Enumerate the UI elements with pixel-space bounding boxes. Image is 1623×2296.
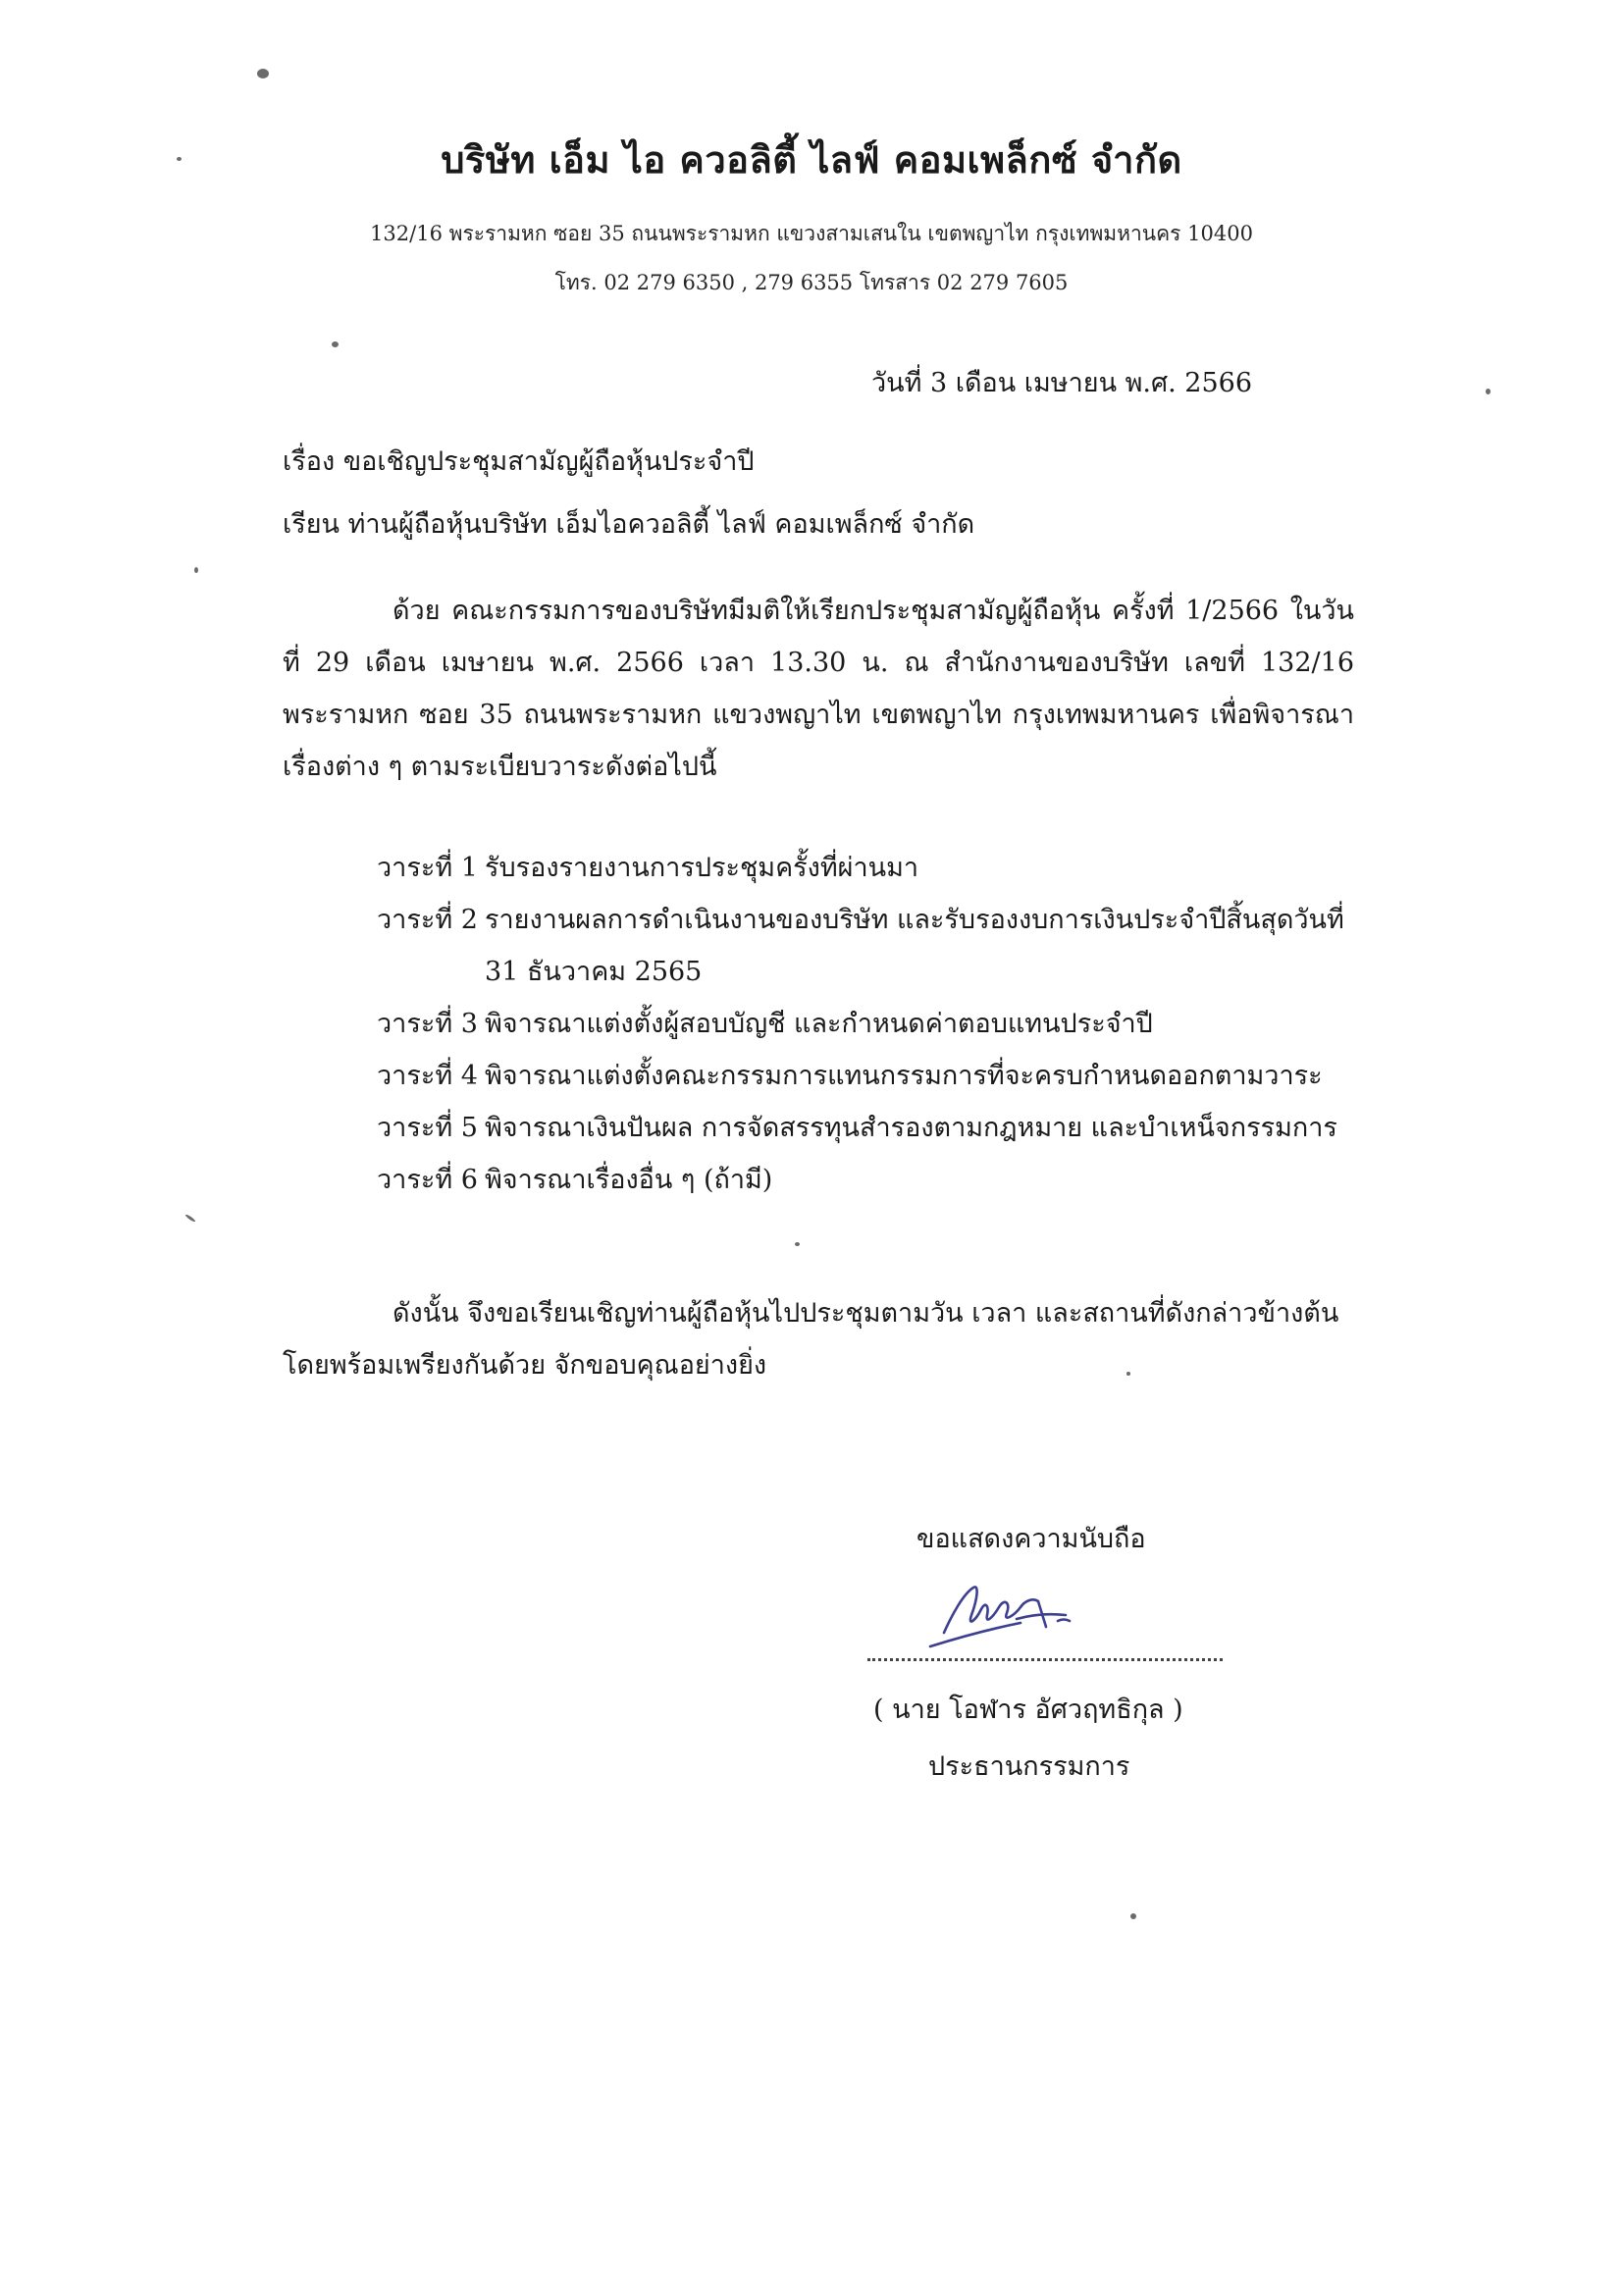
scan-speck xyxy=(184,1214,196,1223)
signer-name: ( นาย โอฬาร อัศวฤทธิกุล ) xyxy=(873,1695,1183,1725)
agenda-text: พิจารณาแต่งตั้งคณะกรรมการแทนกรรมการที่จะครบกำหนดออกตามวาระ xyxy=(485,1061,1323,1091)
scan-speck xyxy=(1486,389,1491,394)
agenda-text: รับรองรายงานการประชุมครั้งที่ผ่านมา xyxy=(485,853,919,883)
agenda-number: วาระที่ 2 xyxy=(377,905,478,935)
agenda-text: พิจารณาเงินปันผล การจัดสรรทุนสำรองตามกฎหมาย และบำเหน็จกรรมการ xyxy=(485,1113,1337,1143)
signature-line xyxy=(867,1658,1223,1661)
agenda-number: วาระที่ 5 xyxy=(377,1113,478,1143)
agenda-item xyxy=(377,1050,1344,1102)
agenda-number: วาระที่ 6 xyxy=(377,1165,478,1195)
agenda-number: วาระที่ 1 xyxy=(377,853,478,883)
letter-date: วันที่ 3 เดือน เมษายน พ.ศ. 2566 xyxy=(871,368,1253,398)
closing-paragraph: ดังนั้น จึงขอเรียนเชิญท่านผู้ถือหุ้นไปประชุมตามวัน เวลา และสถานที่ดังกล่าวข้างต้นโดยพร้อมเพรียงกันด้วย จักขอบคุณอย่างยิ่ง xyxy=(283,1298,1339,1381)
agenda-item xyxy=(377,998,1344,1050)
signer-title: ประธานกรรมการ xyxy=(928,1751,1130,1782)
agenda-number: วาระที่ 4 xyxy=(377,1061,478,1091)
scan-speck xyxy=(194,567,198,573)
agenda-item xyxy=(377,894,1344,998)
agenda-number: วาระที่ 3 xyxy=(377,1009,478,1039)
agenda-text: รายงานผลการดำเนินงานของบริษัท และรับรองงบการเงินประจำปีสิ้นสุดวันที่ xyxy=(485,905,1344,935)
scan-speck xyxy=(795,1242,800,1246)
letter-subject: เรื่อง ขอเชิญประชุมสามัญผู้ถือหุ้นประจำปี xyxy=(283,446,755,477)
company-address: 132/16 พระรามหก ซอย 35 ถนนพระรามหก แขวงสามเสนใน เขตพญาไท กรุงเทพมหานคร 10400 xyxy=(370,222,1253,245)
agenda-text: พิจารณาแต่งตั้งผู้สอบบัญชี และกำหนดค่าตอบแทนประจำปี xyxy=(485,1009,1153,1039)
agenda-item xyxy=(377,842,1344,894)
handwritten-signature xyxy=(922,1576,1099,1654)
closing-salutation: ขอแสดงความนับถือ xyxy=(916,1524,1146,1554)
agenda-text: พิจารณาเรื่องอื่น ๆ (ถ้ามี) xyxy=(485,1165,773,1195)
agenda-item xyxy=(377,1154,1344,1206)
body-paragraph: ด้วย คณะกรรมการของบริษัทมีมติให้เรียกประชุมสามัญผู้ถือหุ้น ครั้งที่ 1/2566 ในวันที่ 29 เดือน เมษายน พ.ศ. 2566 เวลา 13.30 น. ณ สำนักงานของบริษัท เลขที่ 132/16 พระรามหก ซอย 35 ถนนพระรามหก แขวงพญาไท เขตพญาไท กรุงเทพมหานคร เพื่อพิจารณาเรื่องต่าง ๆ ตามระเบียบวาระดังต่อไปนี้ xyxy=(283,596,1354,782)
agenda-list xyxy=(377,842,1344,1206)
scan-speck xyxy=(1130,1913,1136,1919)
letter-salutation: เรียน ท่านผู้ถือหุ้นบริษัท เอ็มไอควอลิตี้ ไลฟ์ คอมเพล็กซ์ จำกัด xyxy=(283,509,975,540)
agenda-text-continuation: 31 ธันวาคม 2565 xyxy=(485,957,703,987)
agenda-item xyxy=(377,1102,1344,1154)
company-phone: โทร. 02 279 6350 , 279 6355 โทรสาร 02 279 7605 xyxy=(554,271,1069,294)
scan-speck xyxy=(257,69,269,78)
company-name: บริษัท เอ็ม ไอ ควอลิตี้ ไลฟ์ คอมเพล็กซ์ จำกัด xyxy=(441,137,1182,182)
scan-speck xyxy=(332,341,339,347)
